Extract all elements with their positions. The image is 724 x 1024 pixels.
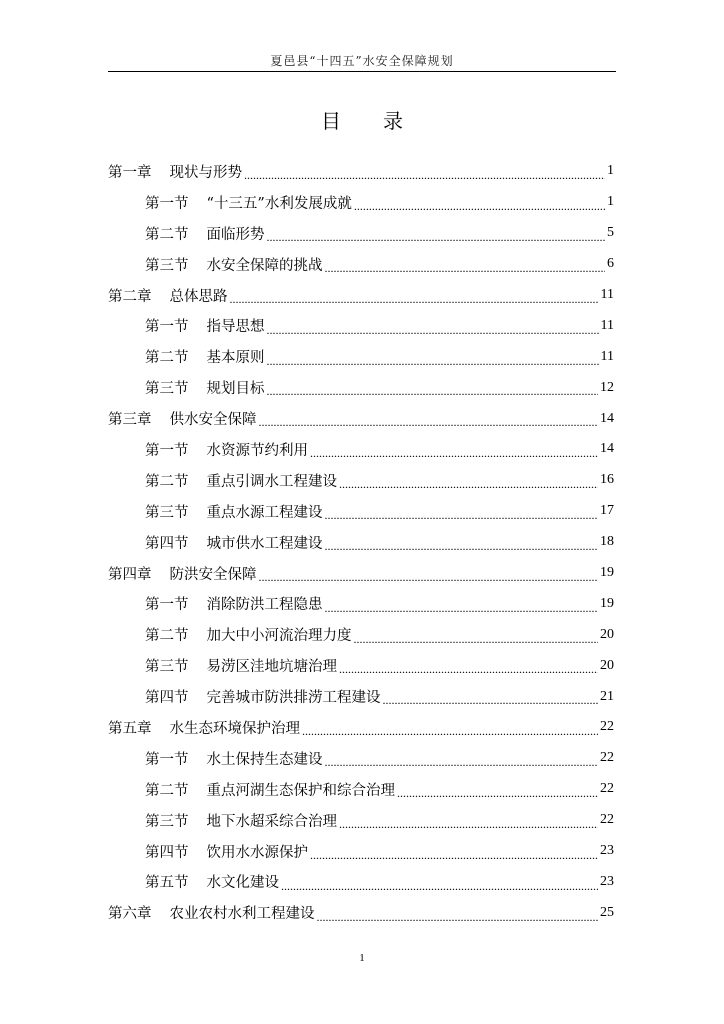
toc-dot-leader [339,661,598,676]
toc-entry-title: 加大中小河流治理力度 [206,628,352,645]
toc-section-entry[interactable] [108,496,614,527]
toc-entry-number: 第一节 [145,442,189,459]
toc-section-entry[interactable] [108,681,614,712]
toc-entry-title: 总体思路 [169,288,228,305]
toc-dot-leader [259,414,599,429]
toc-dot-leader [339,476,598,491]
toc-entry-page: 22 [600,750,614,766]
toc-entry-title: 地下水超采综合治理 [206,813,337,830]
toc-dot-leader [259,569,599,584]
toc-entry-page: 1 [607,163,614,179]
toc-entry-number: 第一节 [145,319,189,336]
toc-entry-page: 1 [607,194,614,210]
toc-entry-page: 18 [600,534,614,550]
toc-entry-title: 水文化建设 [206,875,279,892]
toc-entry-number: 第二节 [145,628,189,645]
toc-dot-leader [267,353,599,368]
toc-chapter-entry[interactable] [108,280,614,311]
toc-entry-title: 水生态环境保护治理 [169,720,300,737]
toc-entry-number: 第一章 [108,164,152,181]
toc-section-entry[interactable] [108,465,614,496]
toc-entry-number: 第六章 [108,906,152,923]
toc-entry-page: 20 [600,657,614,673]
toc-entry-page: 14 [600,441,614,457]
toc-dot-leader [267,229,606,244]
toc-entry-page: 21 [600,688,614,704]
toc-entry-page: 16 [600,472,614,488]
toc-section-entry[interactable] [108,434,614,465]
toc-entry-title: 基本原则 [206,350,265,367]
toc-dot-leader [244,167,605,182]
toc-entry-page: 22 [600,812,614,828]
toc-entry-title: 水土保持生态建设 [206,751,323,768]
toc-entry-page: 12 [600,379,614,395]
toc-entry-title: “十三五”水利发展成就 [206,195,352,212]
toc-entry-page: 19 [600,595,614,611]
toc-entry-title: 易涝区洼地坑塘治理 [206,659,337,676]
toc-chapter-entry[interactable] [108,156,614,187]
toc-entry-number: 第一节 [145,597,189,614]
toc-section-entry[interactable] [108,249,614,280]
toc-section-entry[interactable] [108,218,614,249]
toc-entry-title: 消除防洪工程隐患 [206,597,323,614]
toc-dot-leader [230,291,599,306]
toc-section-entry[interactable] [108,619,614,650]
toc-entry-page: 23 [600,873,614,889]
toc-entry-number: 第一节 [145,751,189,768]
toc-dot-leader [310,847,598,862]
toc-entry-page: 14 [600,410,614,426]
toc-entry-title: 完善城市防洪排涝工程建设 [206,690,381,707]
running-header: 夏邑县“十四五”水安全保障规划 [270,54,454,68]
toc-title: 目录 [321,109,445,133]
toc-dot-leader [354,631,599,646]
toc-chapter-entry[interactable] [108,403,614,434]
toc-entry-page: 22 [600,781,614,797]
toc-dot-leader [281,878,598,893]
toc-dot-leader [325,600,599,615]
toc-entry-title: 面临形势 [206,226,265,243]
toc-entry-number: 第二节 [145,473,189,490]
toc-entry-number: 第三节 [145,381,189,398]
toc-entry-title: 水安全保障的挑战 [206,257,323,274]
toc-chapter-entry[interactable] [108,558,614,589]
toc-section-entry[interactable] [108,805,614,836]
toc-dot-leader [325,260,606,275]
toc-dot-leader [397,785,598,800]
toc-dot-leader [267,322,599,337]
toc-section-entry[interactable] [108,588,614,619]
toc-dot-leader [302,723,598,738]
toc-entry-title: 重点水源工程建设 [206,504,323,521]
toc-entry-page: 20 [600,626,614,642]
toc-dot-leader [325,754,599,769]
toc-entry-number: 第二节 [145,350,189,367]
toc-entry-title: 水资源节约利用 [206,442,308,459]
toc-entry-number: 第五节 [145,875,189,892]
toc-entry-page: 17 [600,503,614,519]
toc-section-entry[interactable] [108,187,614,218]
toc-entry-title: 供水安全保障 [169,412,257,429]
toc-entry-number: 第四节 [145,844,189,861]
toc-entry-number: 第五章 [108,720,152,737]
toc-dot-leader [317,909,599,924]
toc-entry-number: 第四节 [145,535,189,552]
toc-dot-leader [354,198,605,213]
toc-dot-leader [310,445,598,460]
toc-section-entry[interactable] [108,743,614,774]
toc-chapter-entry[interactable] [108,897,614,928]
toc-entry-title: 现状与形势 [169,164,242,181]
toc-entry-title: 饮用水水源保护 [206,844,308,861]
toc-dot-leader [325,538,599,553]
toc-entry-title: 指导思想 [206,319,265,336]
toc-section-entry[interactable] [108,372,614,403]
toc-entry-number: 第二节 [145,782,189,799]
toc-section-entry[interactable] [108,310,614,341]
toc-section-entry[interactable] [108,836,614,867]
toc-entry-number: 第三节 [145,257,189,274]
toc-entry-number: 第三节 [145,813,189,830]
header-rule [108,71,616,72]
toc-section-entry[interactable] [108,341,614,372]
toc-entry-number: 第二节 [145,226,189,243]
toc-entry-title: 重点河湖生态保护和综合治理 [206,782,395,799]
toc-section-entry[interactable] [108,774,614,805]
toc-entry-title: 城市供水工程建设 [206,535,323,552]
toc-entry-page: 19 [600,565,614,581]
toc-entry-number: 第二章 [108,288,152,305]
toc-entry-number: 第三节 [145,504,189,521]
toc-entry-number: 第四节 [145,690,189,707]
toc-entry-page: 11 [600,287,614,302]
toc-section-entry[interactable] [108,527,614,558]
toc-entry-title: 农业农村水利工程建设 [169,906,315,923]
toc-dot-leader [267,383,599,398]
toc-entry-title: 规划目标 [206,381,265,398]
toc-entry-number: 第一节 [145,195,189,212]
toc-entry-page: 11 [600,317,614,333]
toc-entry-page: 5 [607,225,614,241]
toc-dot-leader [325,507,599,522]
toc-section-entry[interactable] [108,866,614,897]
toc-entry-page: 11 [600,348,614,364]
toc-entry-page: 25 [600,904,614,920]
toc-section-entry[interactable] [108,650,614,681]
toc-entry-title: 防洪安全保障 [169,566,257,583]
page-number: 1 [359,952,365,964]
toc-entry-number: 第三节 [145,659,189,676]
toc-dot-leader [383,692,599,707]
toc-entry-number: 第四章 [108,566,152,583]
toc-dot-leader [339,816,598,831]
toc-entry-title: 重点引调水工程建设 [206,473,337,490]
table-of-contents [108,156,614,928]
toc-chapter-entry[interactable] [108,712,614,743]
toc-entry-number: 第三章 [108,412,152,429]
toc-entry-page: 22 [600,719,614,735]
toc-entry-page: 23 [600,843,614,859]
toc-entry-page: 6 [607,256,614,272]
